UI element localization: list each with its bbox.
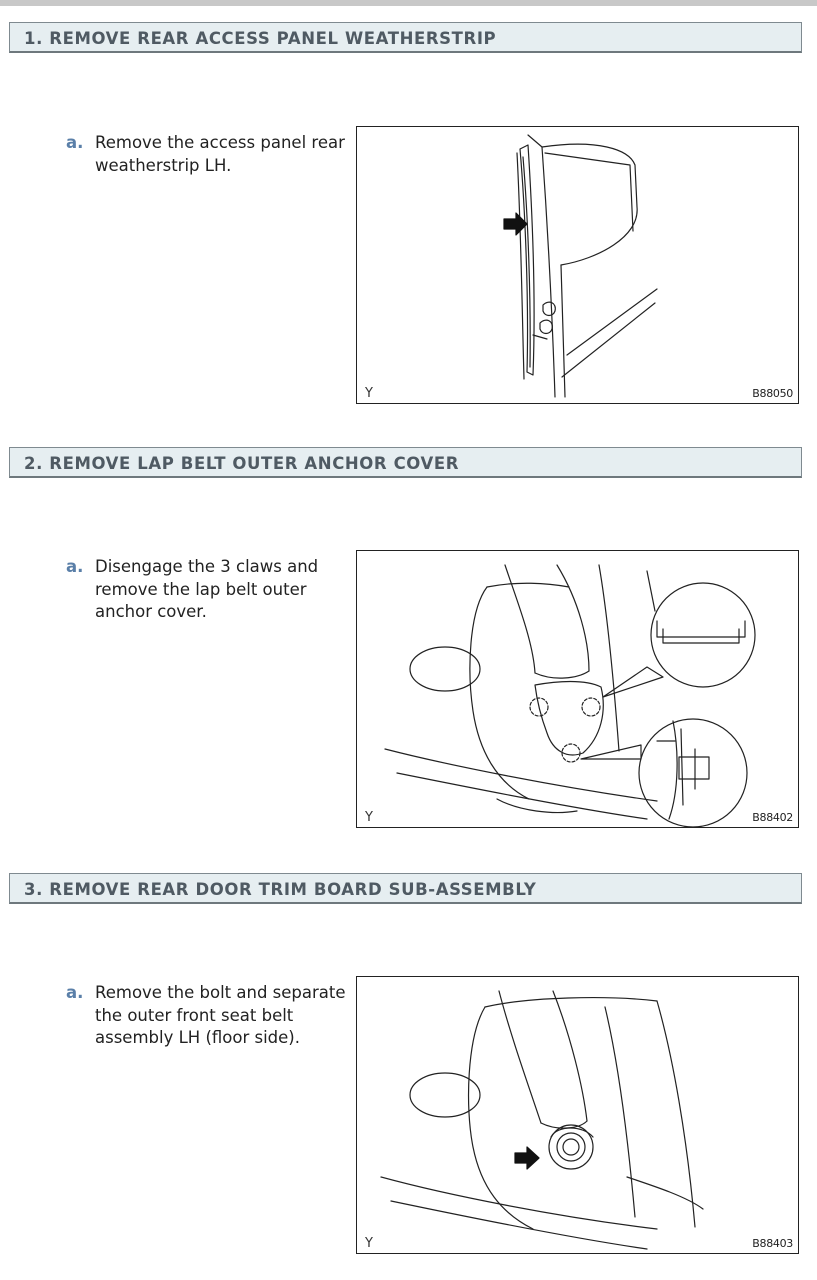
section-2-step <box>66 556 346 624</box>
step-letter: a. <box>66 133 84 152</box>
step-letter: a. <box>66 983 84 1002</box>
figure-code: B88050 <box>752 387 793 400</box>
section-1-step <box>66 132 346 177</box>
figure-code: B88403 <box>752 1237 793 1250</box>
top-rule <box>0 0 817 6</box>
step-text: Remove the bolt and separate the outer front seat belt assembly LH (floor side). <box>95 983 346 1047</box>
figure-code: B88402 <box>752 811 793 824</box>
figure-seat-belt-bolt <box>356 976 799 1254</box>
section-1-header: 1. REMOVE REAR ACCESS PANEL WEATHERSTRIP <box>9 22 802 53</box>
section-3-header: 3. REMOVE REAR DOOR TRIM BOARD SUB-ASSEMBLY <box>9 873 802 904</box>
figure-orientation-mark: Y <box>365 1236 373 1251</box>
figure-orientation-mark: Y <box>365 810 373 825</box>
step-letter: a. <box>66 557 84 576</box>
section-2-header: 2. REMOVE LAP BELT OUTER ANCHOR COVER <box>9 447 802 478</box>
figure-weatherstrip <box>356 126 799 404</box>
step-text: Disengage the 3 claws and remove the lap belt outer anchor cover. <box>95 557 319 621</box>
step-text: Remove the access panel rear weatherstrip LH. <box>95 133 345 175</box>
figure-anchor-cover <box>356 550 799 828</box>
anchor-cover-illustration <box>357 551 799 828</box>
section-3-step <box>66 982 346 1050</box>
seat-belt-bolt-illustration <box>357 977 799 1254</box>
figure-orientation-mark: Y <box>365 386 373 401</box>
weatherstrip-illustration <box>357 127 799 404</box>
